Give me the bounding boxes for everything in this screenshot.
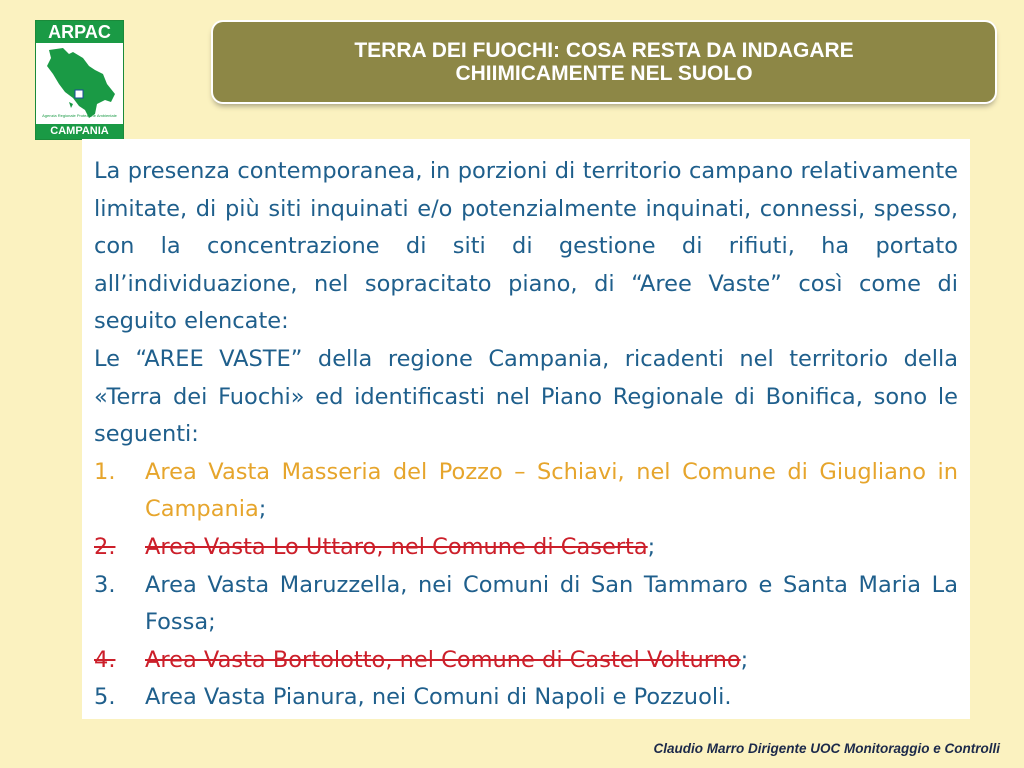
list-item <box>94 642 958 680</box>
slide-title <box>213 22 995 102</box>
list-item-text: Area Vasta Masseria del Pozzo – Schiavi, nel Comune di Giugliano in Campania <box>145 458 958 523</box>
list-item-suffix: ; <box>258 496 267 523</box>
list-item-suffix: ; <box>740 646 749 673</box>
list-item <box>94 454 958 529</box>
title-line-1: TERRA DEI FUOCHI: COSA RESTA DA INDAGARE <box>354 39 854 62</box>
content-box <box>82 139 970 719</box>
logo-bottom-text: CAMPANIA <box>36 124 123 139</box>
logo-top-text: ARPAC <box>36 21 123 43</box>
paragraph-aree-vaste: Le “AREE VASTE” della regione Campania, ricadenti nel territorio della «Terra dei Fuochi» ed identificasti nel Piano Regionale di Bonifica, sono le seguenti: <box>94 345 958 448</box>
list-number: 4. <box>94 646 116 673</box>
logo-caption: Agenzia Regionale Protezione Ambientale <box>42 113 117 118</box>
list-item-text: Area Vasta Maruzzella, nei Comuni di San Tammaro e Santa Maria La Fossa; <box>145 571 958 636</box>
list-number: 2. <box>94 533 116 560</box>
list-item <box>94 529 958 567</box>
list-item <box>94 567 958 642</box>
footer-credit: Claudio Marro Dirigente UOC Monitoraggio e Controlli <box>653 741 1000 756</box>
aree-vaste-list <box>94 454 958 717</box>
list-number: 1. <box>94 458 116 485</box>
list-item <box>94 679 958 717</box>
list-item-text: Area Vasta Bortolotto, nel Comune di Castel Volturno <box>145 646 741 673</box>
campania-map-icon <box>39 44 121 124</box>
list-number: 5. <box>94 684 116 711</box>
list-item-suffix: ; <box>647 533 656 560</box>
list-number: 3. <box>94 571 116 598</box>
arpac-logo <box>35 20 124 140</box>
paragraph-intro: La presenza contemporanea, in porzioni di territorio campano relativamente limitate, di più siti inquinati e/o potenzialmente inquinati, connessi, spesso, con la concentrazione di siti di gestione di rifiuti, ha portato all’individuazione, nel sopracitato piano, di “Aree Vaste” così come di seguito elencate: <box>94 158 958 335</box>
title-line-2: CHIIMICAMENTE NEL SUOLO <box>455 62 753 85</box>
list-item-text: Area Vasta Lo Uttaro, nel Comune di Caserta <box>145 533 648 560</box>
list-item-text: Area Vasta Pianura, nei Comuni di Napoli e Pozzuoli. <box>145 684 732 711</box>
